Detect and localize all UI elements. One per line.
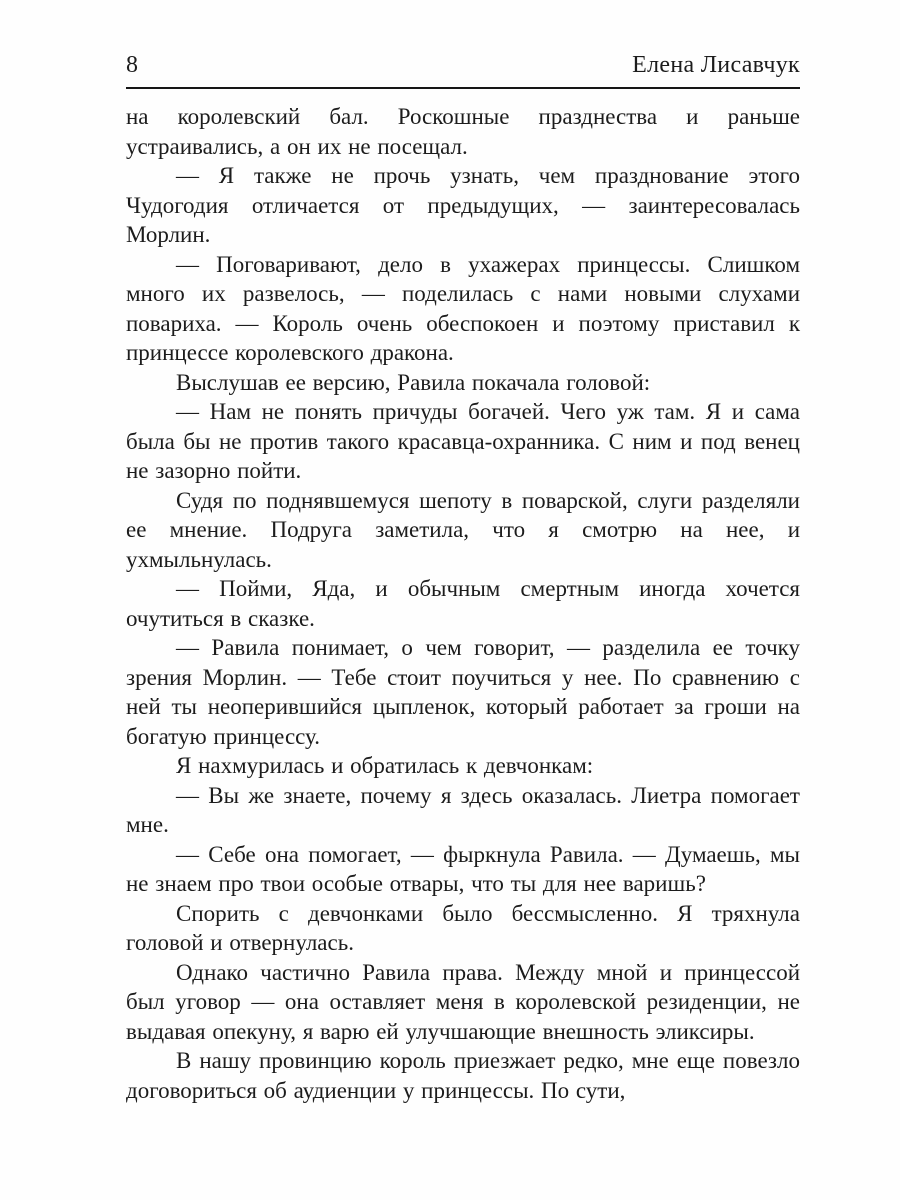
page-body: [126, 102, 800, 1105]
paragraph-dialogue: — Себе она помогает, — фыркнула Равила. — Думаешь, мы не знаем про твои особые отвары, что ты для нее варишь?: [126, 841, 800, 896]
paragraph-dialogue: — Я также не прочь узнать, чем празднование этого Чудогодия отличается от предыдущих, — заинтересовалась Морлин.: [126, 163, 800, 247]
paragraph: Спорить с девчонками было бессмысленно. Я тряхнула головой и отвернулась.: [126, 900, 800, 955]
paragraph-dialogue: — Равила понимает, о чем говорит, — разделила ее точку зрения Морлин. — Тебе стоит поучиться у нее. По сравнению с ней ты неоперившийся цыпленок, который работает за гроши на богатую принцессу.: [126, 635, 800, 749]
paragraph-dialogue: — Пойми, Яда, и обычным смертным иногда хочется очутиться в сказке.: [126, 576, 800, 631]
page-number: 8: [126, 52, 139, 78]
paragraph: на королевский бал. Роскошные празднества и раньше устраивались, а он их не посещал.: [126, 104, 800, 159]
paragraph: В нашу провинцию король приезжает редко, мне еще повезло договориться об аудиенции у принцессы. По сути,: [126, 1048, 800, 1103]
paragraph-dialogue: — Поговаривают, дело в ухажерах принцессы. Слишком много их развелось, — поделилась с нами новыми слухами повариха. — Король очень обеспокоен и поэтому приставил к принцессе королевского дракона.: [126, 251, 800, 365]
paragraph: Выслушав ее версию, Равила покачала головой:: [176, 369, 651, 395]
paragraph-dialogue: — Вы же знаете, почему я здесь оказалась. Лиетра помогает мне.: [126, 782, 800, 837]
running-title-author: Елена Лисавчук: [632, 52, 800, 78]
paragraph-dialogue: — Нам не понять причуды богачей. Чего уж там. Я и сама была бы не против такого красавца-охранника. С ним и под венец не зазорно пойти.: [126, 399, 800, 483]
paragraph: Однако частично Равила права. Между мной и принцессой был уговор — она оставляет меня в королевской резиденции, не выдавая опекуну, я варю ей улучшающие внешность эликсиры.: [126, 959, 800, 1044]
paragraph: Я нахмурилась и обратилась к девчонкам:: [176, 753, 594, 778]
paragraph: Судя по поднявшемуся шепоту в поварской, слуги разделяли ее мнение. Подруга заметила, что я смотрю на нее, и ухмыльнулась.: [126, 487, 800, 572]
running-header: [126, 52, 800, 89]
